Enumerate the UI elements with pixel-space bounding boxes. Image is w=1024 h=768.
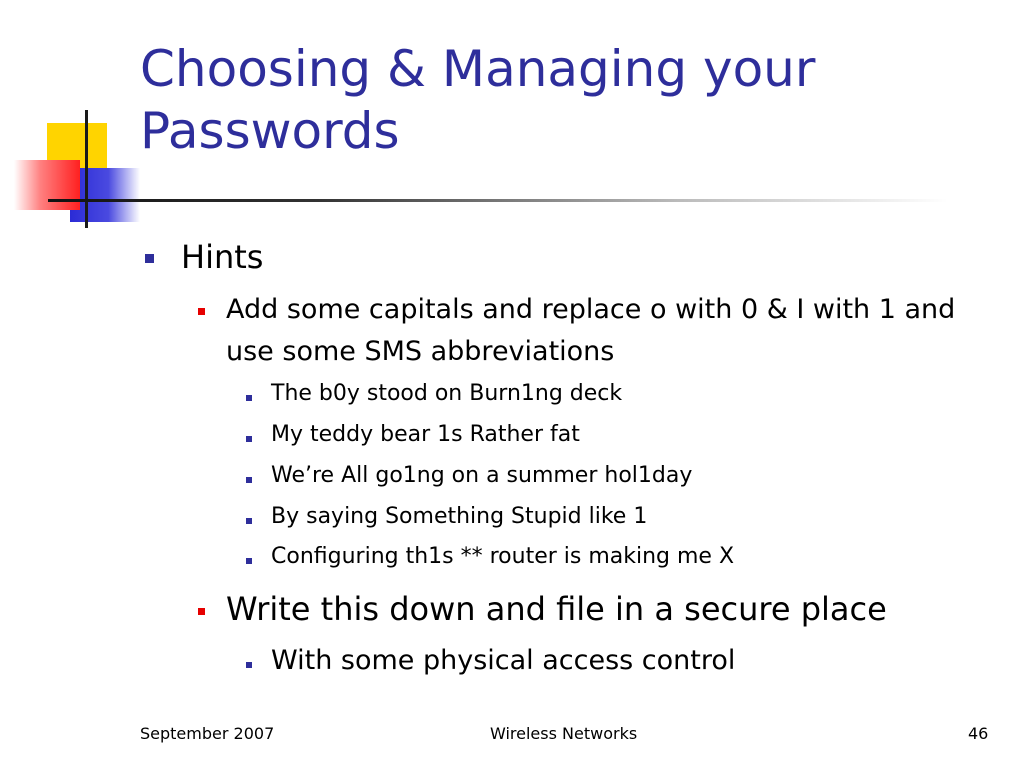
bullet-add-capitals: Add some capitals and replace o with 0 & I with 1 and use some SMS abbreviations [226, 294, 956, 367]
bullet-hints: Hints [181, 238, 264, 276]
example-password-3: We’re All go1ng on a summer hol1day [271, 463, 693, 488]
bullet-square-icon [246, 395, 252, 401]
slide-title: Choosing & Managing your Passwords [140, 40, 816, 160]
bullet-square-icon [198, 608, 205, 615]
bullet-write-down: Write this down and file in a secure place [226, 590, 887, 628]
bullet-square-icon [198, 308, 205, 315]
bullet-square-icon [246, 662, 252, 668]
bullet-square-icon [145, 254, 154, 263]
example-password-1: The b0y stood on Burn1ng deck [271, 381, 623, 406]
footer-course: Wireless Networks [490, 724, 638, 743]
bullet-physical-access: With some physical access control [271, 645, 736, 676]
footer-page-number: 46 [968, 724, 989, 743]
bullet-square-icon [246, 558, 252, 564]
example-password-4: By saying Something Stupid like 1 [271, 504, 648, 529]
bullet-square-icon [246, 518, 252, 524]
example-password-2: My teddy bear 1s Rather fat [271, 422, 580, 447]
example-password-5: Configuring th1s ** router is making me X [271, 544, 735, 569]
footer-date: September 2007 [140, 724, 275, 743]
bullet-square-icon [246, 436, 252, 442]
bullet-square-icon [246, 477, 252, 483]
